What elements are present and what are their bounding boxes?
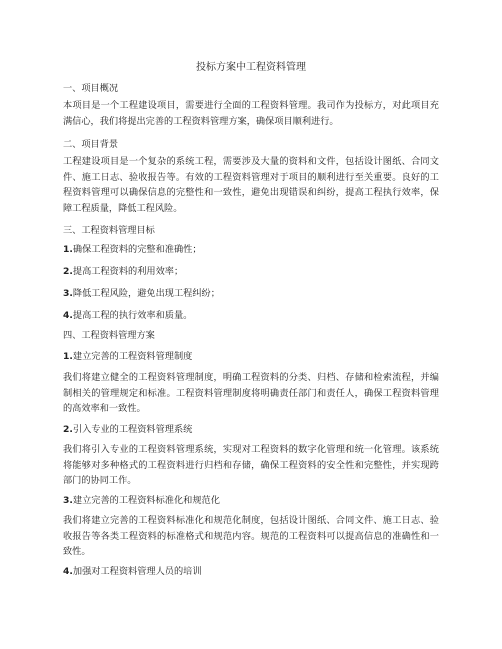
section-heading-background: 二、项目背景 bbox=[63, 139, 119, 150]
goal-item: 3.降低工程风险，避免出现工程纠纷； bbox=[63, 288, 220, 299]
document-title: 投标方案中工程资料管理 bbox=[196, 62, 306, 73]
section-heading-plan: 四、工程资料管理方案 bbox=[63, 330, 155, 341]
subsection-paragraph: 我们将建立完善的工程资料标准化和规范化制度，包括设计图纸、合同文件、施工日志、验收报告等各类工程资料的标准格式和规范内容。规范的工程资料可以提高信息的准确性和一致性。 bbox=[63, 515, 439, 557]
subsection-heading: 3.建立完善的工程资料标准化和规范化 bbox=[63, 495, 220, 506]
subsection-heading: 1.建立完善的工程资料管理制度 bbox=[63, 351, 193, 362]
subsection-heading: 4.加强对工程资料管理人员的培训 bbox=[63, 566, 202, 577]
goal-item: 1.确保工程资料的完整和准确性； bbox=[63, 244, 202, 255]
subsection-paragraph: 我们将引入专业的工程资料管理系统，实现对工程资料的数字化管理和统一化管理。该系统将能够对多种格式的工程资料进行归档和存储，确保工程资料的安全性和完整性，并实现跨部门的协同工作。 bbox=[63, 444, 439, 486]
section-heading-overview: 一、项目概况 bbox=[63, 83, 119, 94]
goal-item: 4.提高工程的执行效率和质量。 bbox=[63, 310, 193, 321]
goal-item: 2.提高工程资料的利用效率； bbox=[63, 266, 184, 277]
section-paragraph-overview: 本项目是一个工程建设项目，需要进行全面的工程资料管理。我司作为投标方，对此项目充满信心，我们将提出完善的工程资料管理方案，确保项目顺利进行。 bbox=[63, 100, 439, 127]
subsection-paragraph: 我们将建立健全的工程资料管理制度，明确工程资料的分类、归档、存储和检索流程，并编制相关的管理规定和标准。工程资料管理制度将明确责任部门和责任人，确保工程资料管理的高效率和一致性。 bbox=[63, 372, 439, 414]
subsection-heading: 2.引入专业的工程资料管理系统 bbox=[63, 424, 193, 435]
section-heading-goals: 三、工程资料管理目标 bbox=[63, 225, 155, 236]
section-paragraph-background: 工程建设项目是一个复杂的系统工程，需要涉及大量的资料和文件，包括设计图纸、合同文件、施工日志、验收报告等。有效的工程资料管理对于项目的顺利进行至关重要。良好的工程资料管理可以确保信息的完整性和一致性，避免出现错误和纠纷，提高工程执行效率，保障工程质量，降低工程风险。 bbox=[63, 156, 439, 214]
